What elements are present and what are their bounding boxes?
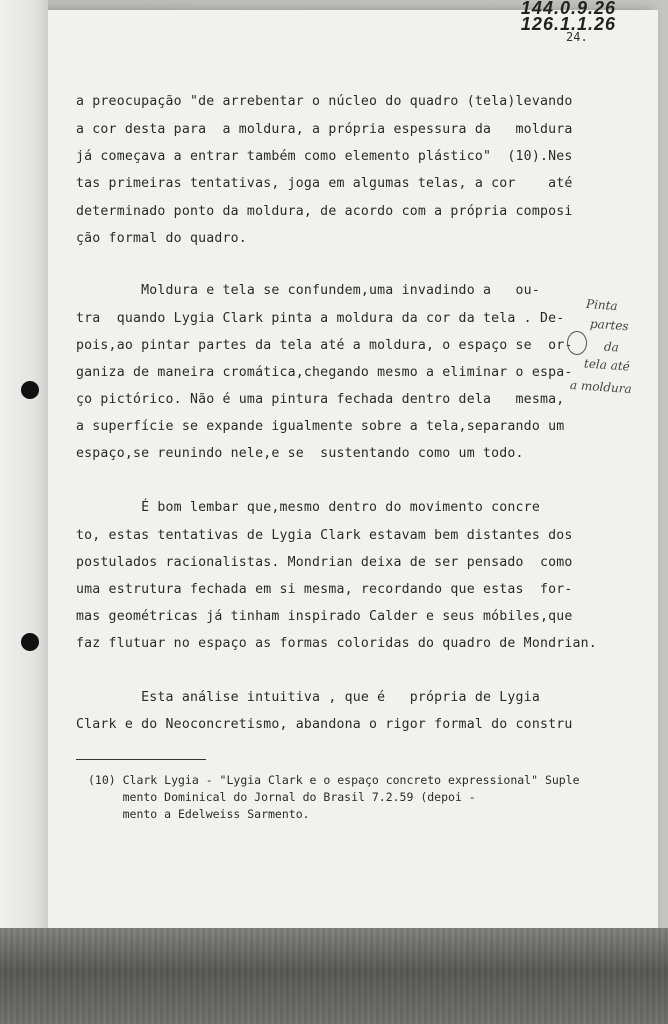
margin-note-line: da xyxy=(603,339,620,355)
footnote-divider xyxy=(76,759,206,760)
body-line: determinado ponto da moldura, de acordo com a própria composi xyxy=(76,204,573,219)
body-line: tra quando Lygia Clark pinta a moldura da cor da tela . De- xyxy=(76,311,565,326)
body-line: faz flutuar no espaço as formas coloridas do quadro de Mondrian. xyxy=(76,636,597,651)
margin-note-line: tela até xyxy=(583,356,631,374)
binder-hole-bottom xyxy=(21,633,39,651)
margin-note-line: partes xyxy=(589,316,630,334)
archive-reference xyxy=(521,0,616,32)
circled-mark xyxy=(567,331,587,355)
body-line: a cor desta para a moldura, a própria espessura da moldura xyxy=(76,122,573,137)
footnote-line: mento a Edelweiss Sarmento. xyxy=(88,807,310,821)
body-line: a superfície se expande igualmente sobre a tela,separando um xyxy=(76,419,565,434)
footnote-line: (10) Clark Lygia - "Lygia Clark e o espaço concreto expressional" Suple xyxy=(88,773,580,787)
body-line: já começava a entrar também como elemento plástico" (10).Nes xyxy=(76,149,573,164)
body-line: postulados racionalistas. Mondrian deixa de ser pensado como xyxy=(76,555,573,570)
binder-hole-top xyxy=(21,381,39,399)
page-number: 24. xyxy=(566,30,588,44)
body-line: Clark e do Neoconcretismo, abandona o rigor formal do constru xyxy=(76,717,573,732)
body-line: to, estas tentativas de Lygia Clark estavam bem distantes dos xyxy=(76,528,573,543)
archive-reference-line-1: 144.0.9.26 xyxy=(520,0,616,18)
scanner-bottom-strip xyxy=(0,928,668,1024)
body-line: É bom lembar que,mesmo dentro do movimento concre xyxy=(76,500,540,515)
footnote-line: mento Dominical do Jornal do Brasil 7.2.59 (depoi - xyxy=(88,790,476,804)
body-line: ção formal do quadro. xyxy=(76,231,247,246)
margin-note-line: a moldura xyxy=(569,377,633,397)
body-line: a preocupação "de arrebentar o núcleo do quadro (tela)levando xyxy=(76,94,573,109)
body-line: ço pictórico. Não é uma pintura fechada dentro dela mesma, xyxy=(76,392,565,407)
body-line: espaço,se reunindo nele,e se sustentando como um todo. xyxy=(76,446,524,461)
body-line: tas primeiras tentativas, joga em algumas telas, a cor até xyxy=(76,176,573,191)
body-line: pois,ao pintar partes da tela até a moldura, o espaço se or- xyxy=(76,338,573,353)
margin-note-line: Pinta xyxy=(585,296,619,314)
page-left-edge xyxy=(0,0,48,930)
archive-reference-line-2: 126.1.1.26 xyxy=(520,14,616,34)
body-line: uma estrutura fechada em si mesma, recordando que estas for- xyxy=(76,582,573,597)
body-line: mas geométricas já tinham inspirado Calder e seus móbiles,que xyxy=(76,609,573,624)
body-line: Moldura e tela se confundem,uma invadindo a ou- xyxy=(76,283,540,298)
body-line: Esta análise intuitiva , que é própria de Lygia xyxy=(76,690,540,705)
body-line: ganiza de maneira cromática,chegando mesmo a eliminar o espa- xyxy=(76,365,573,380)
